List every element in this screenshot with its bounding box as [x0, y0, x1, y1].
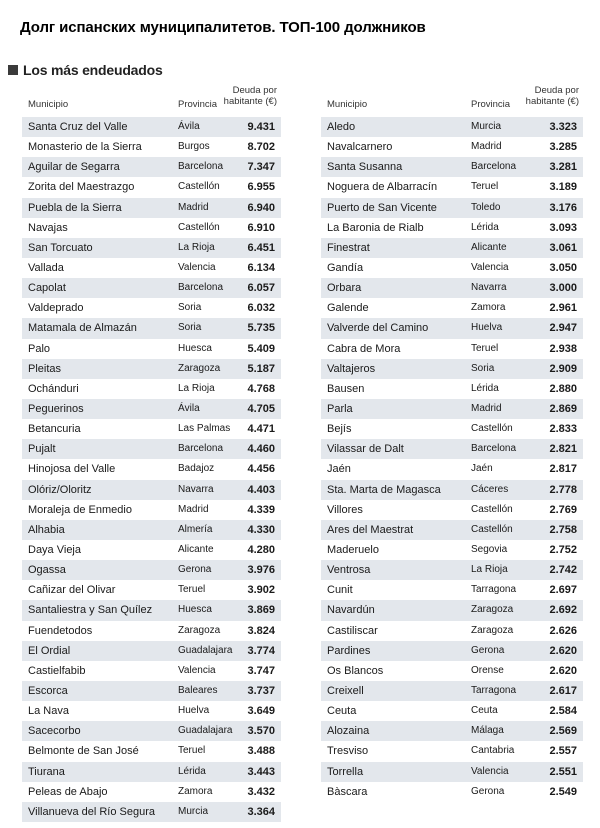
municipio-cell: Galende — [327, 302, 369, 315]
table-row — [22, 359, 281, 379]
table-row — [22, 419, 281, 439]
provincia-cell: Castellón — [471, 523, 513, 535]
table-row — [22, 459, 281, 479]
provincia-cell: Zaragoza — [471, 624, 514, 636]
municipio-cell: Peguerinos — [28, 402, 84, 415]
table-row — [321, 681, 583, 701]
provincia-cell: Soria — [178, 302, 202, 314]
provincia-cell: Guadalajara — [178, 725, 233, 737]
deuda-cell: 2.769 — [549, 503, 577, 516]
table-row — [321, 500, 583, 520]
provincia-cell: Zaragoza — [178, 362, 221, 374]
provincia-cell: Cantabria — [471, 745, 515, 757]
table-row — [321, 540, 583, 560]
provincia-cell: Zamora — [471, 302, 506, 314]
provincia-cell: Gerona — [471, 785, 505, 797]
provincia-cell: Las Palmas — [178, 423, 231, 435]
deuda-cell: 4.339 — [247, 503, 275, 516]
deuda-cell: 6.032 — [247, 302, 275, 315]
municipio-cell: Daya Vieja — [28, 543, 81, 556]
deuda-cell: 5.735 — [247, 322, 275, 335]
table-row — [321, 278, 583, 298]
municipio-cell: Sacecorbo — [28, 725, 81, 738]
deuda-cell: 2.549 — [549, 785, 577, 798]
provincia-cell: Valencia — [471, 261, 509, 273]
section-title: Los más endeudados — [23, 62, 163, 78]
table-row — [321, 641, 583, 661]
provincia-cell: Ávila — [178, 121, 200, 132]
section-header — [8, 62, 163, 78]
table-row — [321, 459, 583, 479]
table-row — [22, 177, 281, 197]
municipio-cell: Cabra de Mora — [327, 342, 401, 355]
provincia-cell: Castellón — [178, 181, 220, 193]
table-row — [22, 762, 281, 782]
deuda-cell: 3.747 — [247, 664, 275, 677]
deuda-cell: 2.833 — [549, 423, 577, 436]
table-row — [321, 701, 583, 721]
deuda-cell: 2.551 — [549, 765, 577, 778]
provincia-cell: Madrid — [471, 402, 502, 414]
table-row — [321, 480, 583, 500]
table-row — [321, 399, 583, 419]
table-row — [22, 379, 281, 399]
municipio-cell: Orbara — [327, 282, 362, 295]
provincia-cell: Barcelona — [178, 443, 224, 455]
municipio-cell: Pujalt — [28, 443, 56, 456]
header-deuda: Deuda por habitante (€) — [525, 85, 579, 107]
table-row — [321, 157, 583, 177]
municipio-cell: Capolat — [28, 282, 66, 295]
provincia-cell: Málaga — [471, 725, 504, 737]
municipio-cell: La Baronia de Rialb — [327, 221, 424, 234]
municipio-cell: Cunit — [327, 584, 353, 597]
deuda-cell: 2.947 — [549, 322, 577, 335]
header-municipio: Municipio — [28, 99, 69, 110]
deuda-cell: 6.955 — [247, 181, 275, 194]
municipio-cell: Hinojosa del Valle — [28, 463, 116, 476]
municipio-cell: La Nava — [28, 705, 69, 718]
table-row — [321, 721, 583, 741]
deuda-cell: 3.000 — [549, 282, 577, 295]
table-row — [22, 661, 281, 681]
table-row — [321, 177, 583, 197]
deuda-cell: 3.488 — [247, 745, 275, 758]
debt-table-left — [22, 83, 281, 822]
deuda-cell: 2.626 — [549, 624, 577, 637]
section-square-icon — [8, 65, 18, 75]
municipio-cell: Ventrosa — [327, 564, 371, 577]
deuda-cell: 4.456 — [247, 463, 275, 476]
deuda-cell: 2.817 — [549, 463, 577, 476]
table-row — [22, 137, 281, 157]
table-row — [22, 500, 281, 520]
table-row — [321, 298, 583, 318]
deuda-cell: 2.569 — [549, 725, 577, 738]
municipio-cell: Betancuria — [28, 423, 81, 436]
table-row — [22, 258, 281, 278]
page-title: Долг испанских муниципалитетов. ТОП-100 должников — [20, 19, 426, 36]
municipio-cell: Ochánduri — [28, 382, 79, 395]
municipio-cell: Fuendetodos — [28, 624, 93, 637]
municipio-cell: Navalcarnero — [327, 141, 393, 154]
deuda-cell: 4.471 — [247, 423, 275, 436]
deuda-cell: 2.557 — [549, 745, 577, 758]
deuda-cell: 4.280 — [247, 543, 275, 556]
municipio-cell: Moraleja de Enmedio — [28, 503, 132, 516]
deuda-cell: 4.768 — [247, 382, 275, 395]
table-row — [321, 439, 583, 459]
provincia-cell: Alicante — [178, 543, 214, 555]
table-row — [22, 278, 281, 298]
provincia-cell: Almería — [178, 523, 213, 535]
municipio-cell: Navardún — [327, 604, 375, 617]
provincia-cell: Cáceres — [471, 483, 509, 495]
provincia-cell: Gerona — [178, 564, 212, 576]
provincia-cell: Huelva — [178, 705, 210, 717]
municipio-cell: Belmonte de San José — [28, 745, 139, 758]
table-row — [22, 198, 281, 218]
deuda-cell: 3.061 — [549, 241, 577, 254]
municipio-cell: Palo — [28, 342, 51, 355]
table-row — [321, 339, 583, 359]
provincia-cell: Navarra — [471, 282, 507, 294]
table-row — [321, 661, 583, 681]
municipio-cell: Matamala de Almazán — [28, 322, 137, 335]
municipio-cell: Cañizar del Olivar — [28, 584, 116, 597]
provincia-cell: Zamora — [178, 785, 213, 797]
deuda-cell: 2.620 — [549, 644, 577, 657]
deuda-cell: 2.778 — [549, 483, 577, 496]
table-row — [22, 480, 281, 500]
provincia-cell: Madrid — [178, 503, 209, 515]
table-row — [22, 318, 281, 338]
provincia-cell: Huesca — [178, 342, 212, 354]
municipio-cell: Tiurana — [28, 765, 65, 778]
header-provincia: Provincia — [471, 99, 511, 110]
table-row — [321, 218, 583, 238]
table-row — [321, 600, 583, 620]
deuda-cell: 6.940 — [247, 201, 275, 214]
table-row — [321, 359, 583, 379]
municipio-cell: Santa Susanna — [327, 161, 403, 174]
provincia-cell: Ávila — [178, 402, 200, 414]
deuda-cell: 2.697 — [549, 584, 577, 597]
table-row — [22, 741, 281, 761]
table-row — [22, 721, 281, 741]
municipio-cell: Maderuelo — [327, 543, 379, 556]
table-row — [22, 520, 281, 540]
provincia-cell: Burgos — [178, 141, 210, 153]
deuda-cell: 3.649 — [247, 705, 275, 718]
table-row — [321, 117, 583, 137]
provincia-cell: Valencia — [178, 664, 216, 676]
provincia-cell: Navarra — [178, 483, 214, 495]
provincia-cell: Segovia — [471, 543, 508, 555]
provincia-cell: Lérida — [471, 221, 499, 233]
provincia-cell: Tarragona — [471, 584, 517, 596]
header-deuda: Deuda por habitante (€) — [223, 85, 277, 107]
municipio-cell: Valtajeros — [327, 362, 376, 375]
municipio-cell: Noguera de Albarracín — [327, 181, 438, 194]
deuda-cell: 6.451 — [247, 241, 275, 254]
municipio-cell: Aguilar de Segarra — [28, 161, 120, 174]
municipio-cell: Sta. Marta de Magasca — [327, 483, 441, 496]
deuda-cell: 6.910 — [247, 221, 275, 234]
table-row — [321, 238, 583, 258]
municipio-cell: Villores — [327, 503, 363, 516]
deuda-cell: 2.742 — [549, 564, 577, 577]
municipio-cell: Aledo — [327, 121, 356, 133]
provincia-cell: Zaragoza — [471, 604, 514, 616]
table-row — [321, 741, 583, 761]
table-row — [321, 379, 583, 399]
municipio-cell: Puebla de la Sierra — [28, 201, 122, 214]
table-row — [321, 137, 583, 157]
provincia-cell: Soria — [178, 322, 202, 334]
table-rows-right — [321, 117, 583, 802]
deuda-cell: 2.961 — [549, 302, 577, 315]
deuda-cell: 4.403 — [247, 483, 275, 496]
header-municipio: Municipio — [327, 99, 368, 110]
deuda-cell: 3.443 — [247, 765, 275, 778]
provincia-cell: Jaén — [471, 463, 493, 475]
provincia-cell: Murcia — [471, 121, 502, 132]
provincia-cell: Lérida — [178, 765, 206, 777]
provincia-cell: Barcelona — [178, 161, 224, 173]
table-row — [22, 339, 281, 359]
deuda-cell: 3.902 — [247, 584, 275, 597]
deuda-cell: 3.189 — [549, 181, 577, 194]
municipio-cell: Pardines — [327, 644, 371, 657]
provincia-cell: Badajoz — [178, 463, 215, 475]
deuda-cell: 4.460 — [247, 443, 275, 456]
table-row — [321, 560, 583, 580]
provincia-cell: Barcelona — [471, 161, 517, 173]
municipio-cell: Zorita del Maestrazgo — [28, 181, 135, 194]
municipio-cell: Bàscara — [327, 785, 368, 798]
deuda-cell: 3.824 — [247, 624, 275, 637]
municipio-cell: Vallada — [28, 261, 64, 274]
municipio-cell: Jaén — [327, 463, 351, 476]
table-rows-left — [22, 117, 281, 822]
provincia-cell: Gerona — [471, 644, 505, 656]
deuda-cell: 8.702 — [247, 141, 275, 154]
debt-table-right — [321, 83, 583, 802]
table-row — [22, 399, 281, 419]
deuda-cell: 2.880 — [549, 382, 577, 395]
deuda-cell: 2.821 — [549, 443, 577, 456]
municipio-cell: Ceuta — [327, 705, 357, 718]
deuda-cell: 4.705 — [247, 402, 275, 415]
municipio-cell: Finestrat — [327, 241, 370, 254]
table-row — [321, 419, 583, 439]
provincia-cell: Castellón — [471, 503, 513, 515]
table-row — [22, 560, 281, 580]
provincia-cell: Teruel — [178, 745, 206, 757]
provincia-cell: Baleares — [178, 684, 218, 696]
deuda-cell: 3.570 — [247, 725, 275, 738]
deuda-cell: 2.584 — [549, 705, 577, 718]
table-row — [321, 580, 583, 600]
provincia-cell: Tarragona — [471, 684, 517, 696]
table-row — [22, 621, 281, 641]
municipio-cell: Monasterio de la Sierra — [28, 141, 142, 154]
provincia-cell: Castellón — [178, 221, 220, 233]
municipio-cell: Santaliestra y San Quílez — [28, 604, 153, 617]
municipio-cell: Valdeprado — [28, 302, 84, 315]
municipio-cell: Creixell — [327, 684, 364, 697]
provincia-cell: Guadalajara — [178, 644, 233, 656]
municipio-cell: Ares del Maestrat — [327, 523, 414, 536]
municipio-cell: San Torcuato — [28, 241, 93, 254]
table-row — [321, 318, 583, 338]
deuda-cell: 4.330 — [247, 523, 275, 536]
municipio-cell: Villanueva del Río Segura — [28, 805, 155, 818]
provincia-cell: Murcia — [178, 805, 209, 817]
provincia-cell: La Rioja — [178, 241, 215, 253]
table-row — [22, 218, 281, 238]
provincia-cell: Madrid — [178, 201, 209, 213]
provincia-cell: Soria — [471, 362, 495, 374]
municipio-cell: Bejís — [327, 423, 352, 436]
deuda-cell: 5.187 — [247, 362, 275, 375]
table-row — [22, 641, 281, 661]
deuda-cell: 9.431 — [247, 121, 275, 133]
provincia-cell: Orense — [471, 664, 504, 676]
deuda-cell: 2.909 — [549, 362, 577, 375]
table-header — [321, 83, 583, 117]
provincia-cell: Toledo — [471, 201, 501, 213]
deuda-cell: 3.774 — [247, 644, 275, 657]
table-row — [321, 198, 583, 218]
table-row — [22, 117, 281, 137]
provincia-cell: Barcelona — [178, 282, 224, 294]
deuda-cell: 3.050 — [549, 261, 577, 274]
provincia-cell: Castellón — [471, 423, 513, 435]
deuda-cell: 2.692 — [549, 604, 577, 617]
table-row — [321, 258, 583, 278]
table-row — [22, 580, 281, 600]
provincia-cell: Lérida — [471, 382, 499, 394]
deuda-cell: 3.281 — [549, 161, 577, 174]
municipio-cell: Torrella — [327, 765, 364, 778]
table-row — [22, 701, 281, 721]
deuda-cell: 3.737 — [247, 684, 275, 697]
deuda-cell: 3.093 — [549, 221, 577, 234]
provincia-cell: Alicante — [471, 241, 507, 253]
municipio-cell: Alozaina — [327, 725, 370, 738]
municipio-cell: El Ordial — [28, 644, 71, 657]
provincia-cell: Teruel — [178, 584, 206, 596]
table-row — [22, 600, 281, 620]
provincia-cell: Valencia — [178, 261, 216, 273]
municipio-cell: Santa Cruz del Valle — [28, 121, 128, 133]
provincia-cell: Teruel — [471, 342, 499, 354]
municipio-cell: Escorca — [28, 684, 68, 697]
provincia-cell: Barcelona — [471, 443, 517, 455]
provincia-cell: Huesca — [178, 604, 212, 616]
deuda-cell: 7.347 — [247, 161, 275, 174]
deuda-cell: 5.409 — [247, 342, 275, 355]
municipio-cell: Tresviso — [327, 745, 369, 758]
table-row — [321, 762, 583, 782]
table-row — [321, 782, 583, 802]
deuda-cell: 3.364 — [247, 805, 275, 818]
provincia-cell: Ceuta — [471, 705, 498, 717]
municipio-cell: Vilassar de Dalt — [327, 443, 404, 456]
municipio-cell: Os Blancos — [327, 664, 384, 677]
municipio-cell: Peleas de Abajo — [28, 785, 108, 798]
municipio-cell: Puerto de San Vicente — [327, 201, 437, 214]
provincia-cell: La Rioja — [471, 564, 508, 576]
table-row — [321, 520, 583, 540]
deuda-cell: 2.869 — [549, 402, 577, 415]
deuda-cell: 6.134 — [247, 261, 275, 274]
table-row — [22, 238, 281, 258]
deuda-cell: 3.176 — [549, 201, 577, 214]
municipio-cell: Parla — [327, 402, 353, 415]
deuda-cell: 2.620 — [549, 664, 577, 677]
table-row — [22, 802, 281, 822]
deuda-cell: 3.432 — [247, 785, 275, 798]
deuda-cell: 2.752 — [549, 543, 577, 556]
deuda-cell: 2.758 — [549, 523, 577, 536]
header-provincia: Provincia — [178, 99, 218, 110]
municipio-cell: Pleitas — [28, 362, 62, 375]
provincia-cell: Valencia — [471, 765, 509, 777]
provincia-cell: Zaragoza — [178, 624, 221, 636]
municipio-cell: Navajas — [28, 221, 68, 234]
provincia-cell: Huelva — [471, 322, 503, 334]
table-row — [22, 298, 281, 318]
table-row — [22, 782, 281, 802]
table-row — [22, 540, 281, 560]
municipio-cell: Castiliscar — [327, 624, 378, 637]
municipio-cell: Alhabia — [28, 523, 65, 536]
table-row — [321, 621, 583, 641]
deuda-cell: 2.938 — [549, 342, 577, 355]
deuda-cell: 3.976 — [247, 564, 275, 577]
table-row — [22, 157, 281, 177]
table-row — [22, 439, 281, 459]
table-row — [22, 681, 281, 701]
municipio-cell: Valverde del Camino — [327, 322, 429, 335]
provincia-cell: Teruel — [471, 181, 499, 193]
deuda-cell: 3.323 — [549, 121, 577, 133]
deuda-cell: 2.617 — [549, 684, 577, 697]
deuda-cell: 6.057 — [247, 282, 275, 295]
deuda-cell: 3.285 — [549, 141, 577, 154]
municipio-cell: Ogassa — [28, 564, 66, 577]
table-header — [22, 83, 281, 117]
municipio-cell: Olóriz/Oloritz — [28, 483, 92, 496]
deuda-cell: 3.869 — [247, 604, 275, 617]
provincia-cell: La Rioja — [178, 382, 215, 394]
municipio-cell: Gandía — [327, 261, 364, 274]
provincia-cell: Madrid — [471, 141, 502, 153]
municipio-cell: Bausen — [327, 382, 365, 395]
municipio-cell: Castielfabib — [28, 664, 86, 677]
